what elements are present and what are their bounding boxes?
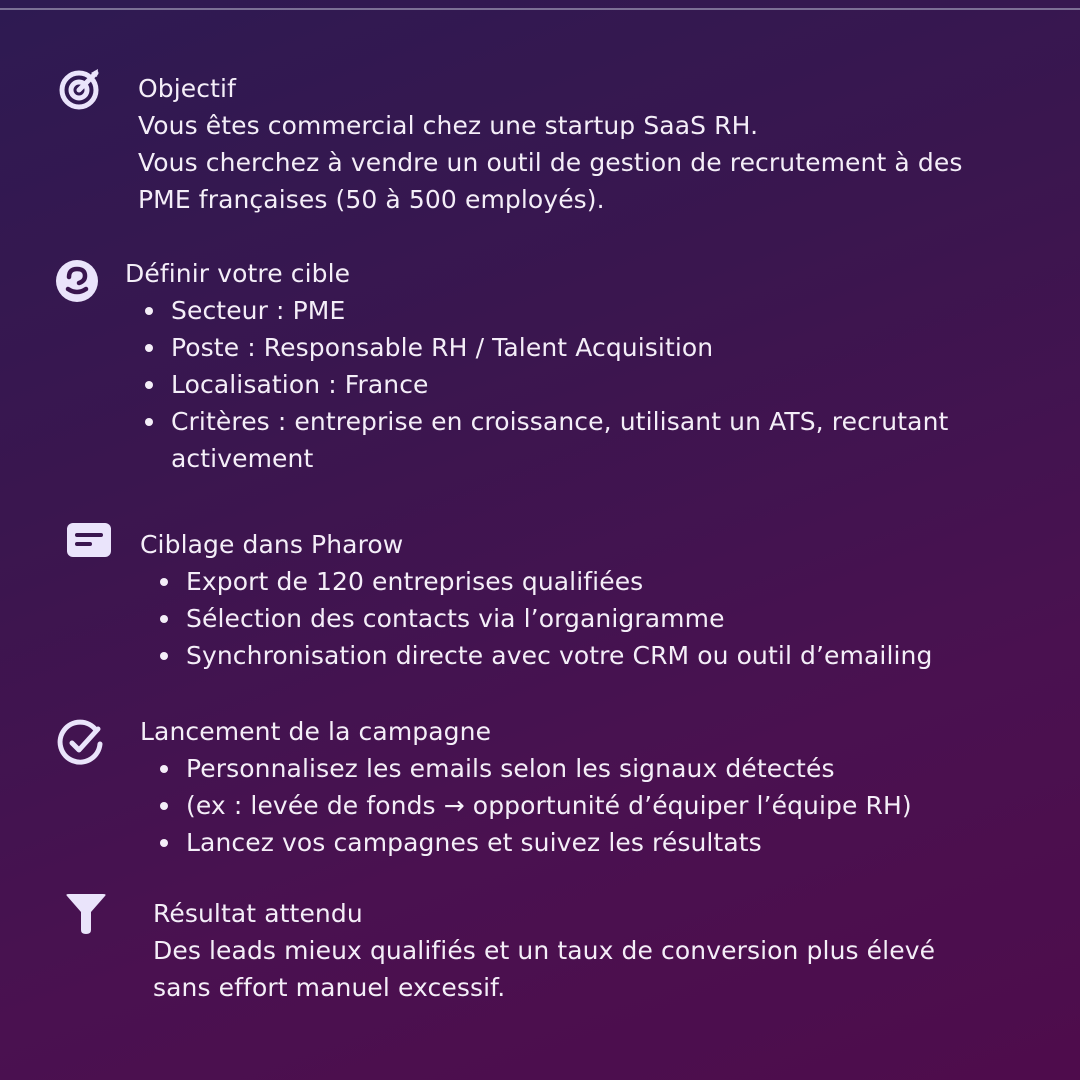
section-title: Lancement de la campagne xyxy=(140,717,492,746)
section-title: Ciblage dans Pharow xyxy=(140,530,404,559)
list-item: Critères : entreprise en croissance, utilisant un ATS, recrutant xyxy=(141,403,948,440)
list-item: Export de 120 entreprises qualifiées xyxy=(156,563,932,600)
check-circle-icon xyxy=(56,718,106,768)
body-line: Vous êtes commercial chez une startup SaaS RH. xyxy=(138,111,759,140)
list-item: Lancez vos campagnes et suivez les résultats xyxy=(156,824,912,861)
section-title: Objectif xyxy=(138,74,236,103)
list-item-continuation: activement xyxy=(171,444,314,473)
list-item: Personnalisez les emails selon les signaux détectés xyxy=(156,750,912,787)
question-icon xyxy=(55,259,99,303)
body-line: Vous cherchez à vendre un outil de gestion de recrutement à des xyxy=(138,148,963,177)
target-icon xyxy=(58,66,104,112)
list-item: Secteur : PME xyxy=(141,292,948,329)
card-icon xyxy=(66,522,112,558)
section-title: Définir votre cible xyxy=(125,259,351,288)
top-divider xyxy=(0,8,1080,10)
list-item: Sélection des contacts via l’organigramme xyxy=(156,600,932,637)
list-item: Synchronisation directe avec votre CRM ou outil d’emailing xyxy=(156,637,932,674)
funnel-icon xyxy=(64,893,108,935)
body-line: sans effort manuel excessif. xyxy=(153,973,506,1002)
list-item: Poste : Responsable RH / Talent Acquisition xyxy=(141,329,948,366)
body-line: Des leads mieux qualifiés et un taux de conversion plus élevé xyxy=(153,936,936,965)
body-line: PME françaises (50 à 500 employés). xyxy=(138,185,605,214)
list-item: Localisation : France xyxy=(141,366,948,403)
section-title: Résultat attendu xyxy=(153,899,363,928)
list-item: (ex : levée de fonds → opportunité d’équiper l’équipe RH) xyxy=(156,787,912,824)
